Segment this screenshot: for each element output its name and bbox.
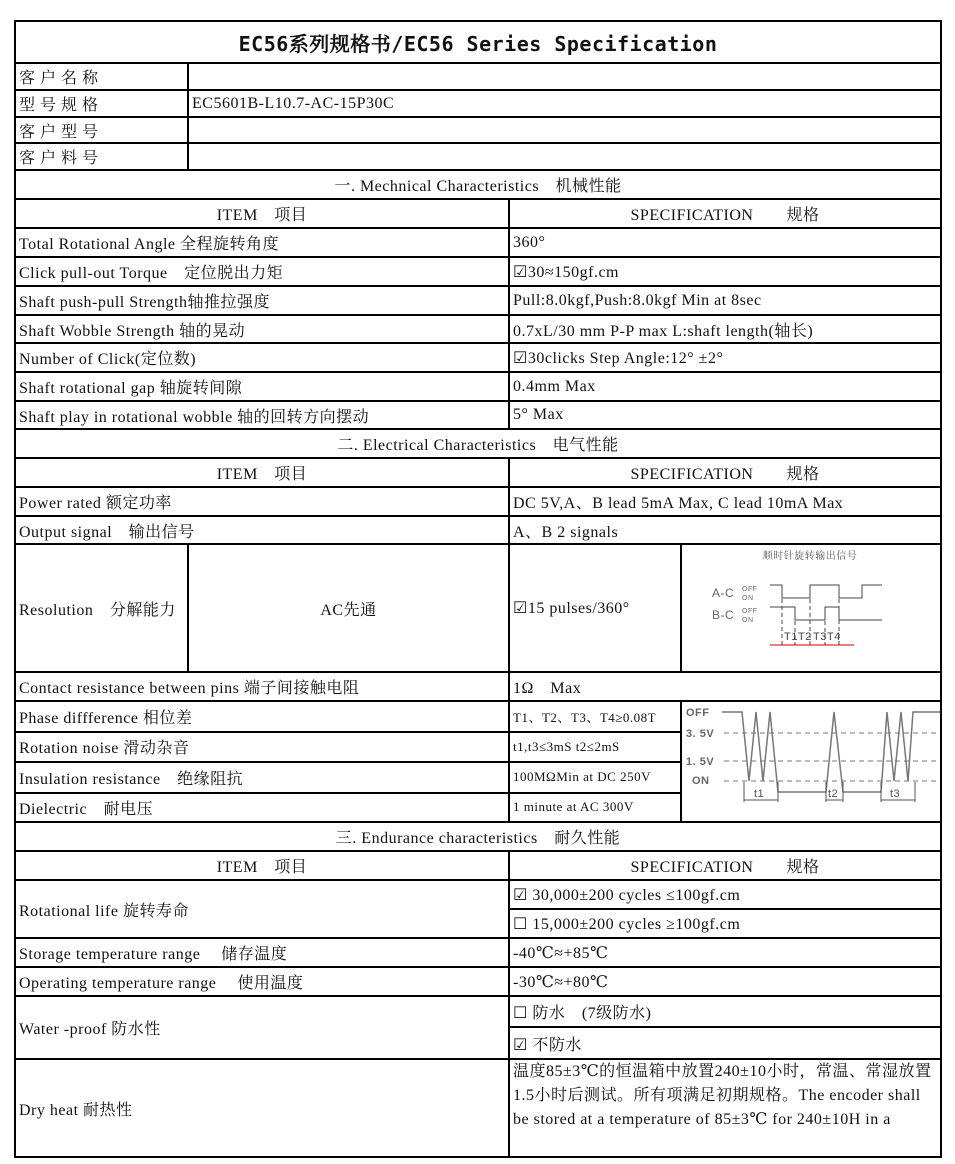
- row-item: Click pull-out Torque 定位脱出力矩: [15, 257, 509, 286]
- dry-heat-item: Dry heat 耐热性: [15, 1059, 509, 1157]
- a-c-label: A-C: [712, 586, 735, 600]
- row-item: Shaft play in rotational wobble 轴的回转方向摆动: [15, 401, 509, 429]
- row-item: Shaft rotational gap 轴旋转间隙: [15, 372, 509, 401]
- t1-label: T1: [784, 631, 798, 643]
- page-title: EC56系列规格书/EC56 Series Specification: [15, 21, 941, 63]
- row-spec: 100MΩMin at DC 250V: [509, 762, 681, 793]
- item-header: ITEM 项目: [15, 199, 509, 228]
- t2-label: T2: [798, 631, 812, 643]
- t4-label: T4: [827, 631, 841, 643]
- spec-table: [14, 20, 942, 1158]
- customer-name-label: 客 户 名 称: [15, 63, 188, 90]
- row-item: Dielectric 耐电压: [15, 793, 509, 823]
- 3-5v-label: 3. 5V: [686, 728, 715, 740]
- spec-header: SPECIFICATION 规格: [509, 851, 941, 880]
- output-signal-diagram: [681, 544, 941, 672]
- row-item: Shaft Wobble Strength 轴的晃动: [15, 315, 509, 343]
- model-label: 型 号 规 格: [15, 90, 188, 117]
- dry-heat-spec: [509, 1059, 941, 1157]
- b-signal-wave: [770, 607, 882, 620]
- rotational-life-item: Rotational life 旋转寿命: [15, 880, 509, 938]
- on-label: ON: [742, 617, 754, 624]
- waterproof-option-1: ☐ 防水 (7级防水): [509, 996, 941, 1027]
- row-item: Insulation resistance 绝缘阻抗: [15, 762, 509, 793]
- section-mechanical: 一. Mechnical Characteristics 机械性能: [15, 170, 941, 199]
- resolution-spec: ☑15 pulses/360°: [509, 544, 681, 672]
- row-spec: t1,t3≤3mS t2≤2mS: [509, 732, 681, 763]
- customer-part-label: 客 户 料 号: [15, 143, 188, 170]
- waterproof-item: Water -proof 防水性: [15, 996, 509, 1059]
- off-label: OFF: [742, 586, 758, 593]
- spec-header: SPECIFICATION 规格: [509, 199, 941, 228]
- item-header: ITEM 项目: [15, 458, 509, 487]
- row-spec: 0.7xL/30 mm P-P max L:shaft length(轴长): [509, 315, 941, 343]
- dry-heat-text: 温度85±3℃的恒温箱中放置240±10小时，常温、常湿放置1.5小时后测试。所有项满足初期规格。The encoder shall be stored at a temperature of 85±3℃ for 240±10H in a: [513, 1063, 932, 1128]
- row-spec: 5° Max: [509, 401, 941, 429]
- row-spec: T1、T2、T3、T4≥0.08T: [509, 701, 681, 732]
- on-label: ON: [692, 775, 710, 787]
- spec-header: SPECIFICATION 规格: [509, 458, 941, 487]
- t3-label: T3: [813, 631, 827, 643]
- contact-spec: 1Ω Max: [509, 672, 941, 701]
- row-item: Shaft push-pull Strength轴推拉强度: [15, 286, 509, 315]
- t1-label: t1: [754, 788, 765, 800]
- storage-item: Storage temperature range 储存温度: [15, 938, 509, 967]
- a-signal-wave: [770, 585, 882, 598]
- customer-model-label: 客 户 型 号: [15, 117, 188, 143]
- off-label: OFF: [742, 608, 758, 615]
- resolution-type: AC先通: [188, 544, 509, 672]
- customer-name-value: [188, 63, 941, 90]
- operating-item: Operating temperature range 使用温度: [15, 967, 509, 996]
- row-spec: ☑30clicks Step Angle:12° ±2°: [509, 343, 941, 372]
- customer-model-value: [188, 117, 941, 143]
- row-spec: 0.4mm Max: [509, 372, 941, 401]
- life-option-2: ☐ 15,000±200 cycles ≥100gf.cm: [509, 909, 941, 938]
- row-spec: 360°: [509, 228, 941, 257]
- off-label: OFF: [686, 707, 710, 719]
- row-spec: ☑30≈150gf.cm: [509, 257, 941, 286]
- resolution-label: Resolution 分解能力: [15, 544, 188, 672]
- operating-spec: -30℃≈+80℃: [509, 967, 941, 996]
- section-electrical: 二. Electrical Characteristics 电气性能: [15, 429, 941, 458]
- noise-wave: [722, 712, 940, 792]
- row-spec: A、B 2 signals: [509, 516, 941, 544]
- waterproof-option-2: ☑ 不防水: [509, 1027, 941, 1059]
- row-item: Power rated 额定功率: [15, 487, 509, 516]
- row-item: Rotation noise 滑动杂音: [15, 732, 509, 763]
- life-option-1: ☑ 30,000±200 cycles ≤100gf.cm: [509, 880, 941, 909]
- item-header: ITEM 项目: [15, 851, 509, 880]
- row-item: Phase diffference 相位差: [15, 701, 509, 732]
- t3-label: t3: [890, 788, 901, 800]
- row-item: Total Rotational Angle 全程旋转角度: [15, 228, 509, 257]
- customer-part-value: [188, 143, 941, 170]
- row-spec: Pull:8.0kgf,Push:8.0kgf Min at 8sec: [509, 286, 941, 315]
- t2-label: t2: [828, 788, 839, 800]
- storage-spec: -40℃≈+85℃: [509, 938, 941, 967]
- contact-item: Contact resistance between pins 端子间接触电阻: [15, 672, 509, 701]
- b-c-label: B-C: [712, 608, 735, 622]
- 1-5v-label: 1. 5V: [686, 756, 715, 768]
- row-item: Output signal 输出信号: [15, 516, 509, 544]
- diagram-title: 顺时针旋转输出信号: [762, 551, 858, 562]
- row-spec: DC 5V,A、B lead 5mA Max, C lead 10mA Max: [509, 487, 941, 516]
- model-value: EC5601B-L10.7-AC-15P30C: [188, 90, 941, 117]
- noise-diagram: [681, 701, 941, 822]
- row-spec: 1 minute at AC 300V: [509, 793, 681, 823]
- row-item: Number of Click(定位数): [15, 343, 509, 372]
- section-endurance: 三. Endurance characteristics 耐久性能: [15, 822, 941, 851]
- on-label: ON: [742, 595, 754, 602]
